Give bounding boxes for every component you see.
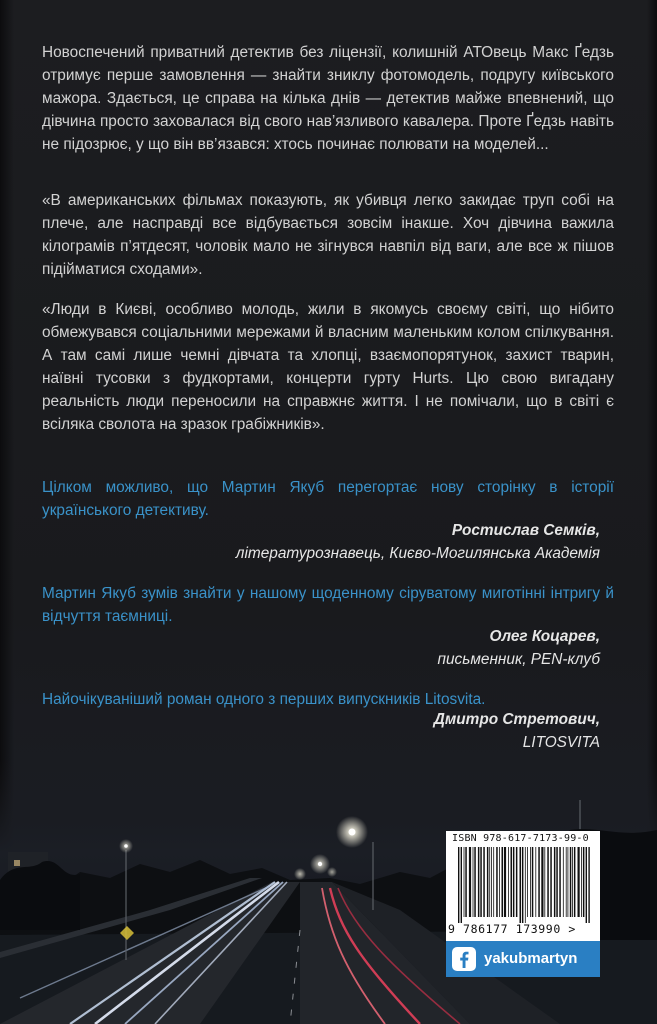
barcode-bar: [586, 847, 587, 923]
barcode-bar: [544, 847, 545, 917]
facebook-handle: yakubmartyn: [484, 950, 578, 967]
barcode-bar: [583, 847, 585, 917]
barcode-bar: [572, 847, 573, 917]
barcode-bar: [458, 847, 459, 923]
review-attribution-3: [80, 708, 600, 754]
blurb-quote-1: «В американських фільмах показують, як убивця легко закидає труп собі на плече, але насправді все відбувається зовсім інакше. Хоч дівчина важила кілограмів п’ятдесят, чоловік мало не зігнувся навпіл від ваги, але все ж пішов підійматися сходами».: [42, 192, 614, 278]
blurb-paragraph-1: Новоспечений приватний детектив без ліцензії, колишній АТОвець Макс Ґедзь отримує перше замовлення — знайти зниклу фотомодель, подругу київського мажора. Здається, це справа на кілька днів — детектив майже впевнений, що дівчина просто заховалася від свого нав’язливого кавалера. Проте Ґедзь навіть не підозрює, у що він вв’язався: хтось починає полювати на моделей...: [42, 44, 614, 153]
barcode-bar: [588, 847, 589, 923]
barcode-bar: [461, 847, 462, 923]
facebook-icon: [452, 947, 476, 971]
barcode-bar: [499, 847, 500, 917]
barcode-bar: [496, 847, 498, 917]
isbn-number: ISBN 978-617-7173-99-0: [452, 833, 589, 844]
review-attribution-1: [80, 519, 600, 565]
barcode-bar: [513, 847, 515, 917]
facebook-link[interactable]: [446, 941, 600, 977]
review-attribution-2: [80, 625, 600, 671]
barcode-bar: [511, 847, 513, 917]
barcode-bar: [563, 847, 564, 917]
barcode-bar: [538, 847, 540, 917]
barcode-bars: [458, 847, 590, 923]
isbn-barcode: [446, 831, 600, 941]
barcode-bar: [520, 847, 522, 923]
barcode-bar: [581, 847, 582, 917]
barcode-bar: [559, 847, 561, 917]
review-quote-1: Цілком можливо, що Мартин Якуб перегортає нову сторінку в історії українського детективу.: [42, 479, 614, 519]
barcode-bar: [504, 847, 506, 917]
barcode-bar: [493, 847, 494, 917]
blurb-quote-2: «Люди в Києві, особливо молодь, жили в якомусь своєму світі, що нібито обмежувався соціальними мережами й власним маленьким колом спілкування. А там самі лише чемні дівчата та хлопці, взаємопорятунок, захист тварин, наївні тусовки з фудкортами, концерти гурту Hurts. Цю свою вигадану реальність люди переносили на справжнє життя. І не помічали, що в світі є всіляка сволота на зразок грабіжників».: [42, 301, 614, 433]
review-author-role-1: літературознавець, Києво-Могилянська Академія: [235, 545, 600, 562]
barcode-bar: [483, 847, 485, 917]
barcode-bar: [578, 847, 580, 917]
barcode-bar: [541, 847, 543, 917]
barcode-bar: [487, 847, 489, 917]
barcode-digits: 9 786177 173990 >: [448, 922, 576, 936]
barcode-bar: [547, 847, 549, 917]
review-author-3: Дмитро Стретович,: [433, 711, 600, 728]
review-quote-2: Мартин Якуб зумів знайти у нашому щоденному сіруватому миготінні інтригу й відчуття таємниці.: [42, 585, 614, 625]
barcode-bar: [480, 847, 482, 917]
barcode-bar: [489, 847, 490, 917]
barcode-bar: [550, 847, 552, 917]
barcode-bar: [491, 847, 492, 917]
barcode-bar: [554, 847, 556, 917]
barcode-bar: [568, 847, 569, 917]
barcode-bar: [527, 847, 528, 917]
review-author-1: Ростислав Семків,: [451, 522, 600, 539]
barcode-bar: [525, 847, 526, 923]
barcode-bar: [570, 847, 572, 917]
barcode-bar: [566, 847, 567, 917]
barcode-bar: [502, 847, 504, 917]
review-quote-3: Найочікуваніший роман одного з перших випускників Litosvita.: [42, 691, 486, 708]
review-author-role-2: письменник, PEN-клуб: [437, 651, 600, 668]
barcode-bar: [556, 847, 558, 917]
barcode-bar: [574, 847, 576, 917]
barcode-bar: [478, 847, 480, 917]
review-author-role-3: LITOSVITA: [522, 734, 600, 751]
barcode-bar: [508, 847, 509, 917]
barcode-bar: [474, 847, 476, 917]
barcode-bar: [522, 847, 524, 923]
barcode-bar: [516, 847, 518, 917]
barcode-bar: [535, 847, 536, 917]
barcode-bar: [473, 847, 474, 917]
barcode-bar: [469, 847, 471, 917]
barcode-bar: [465, 847, 467, 917]
review-author-2: Олег Коцарев,: [489, 628, 600, 645]
barcode-bar: [464, 847, 465, 917]
barcode-bar: [530, 847, 531, 917]
barcode-bar: [532, 847, 534, 917]
